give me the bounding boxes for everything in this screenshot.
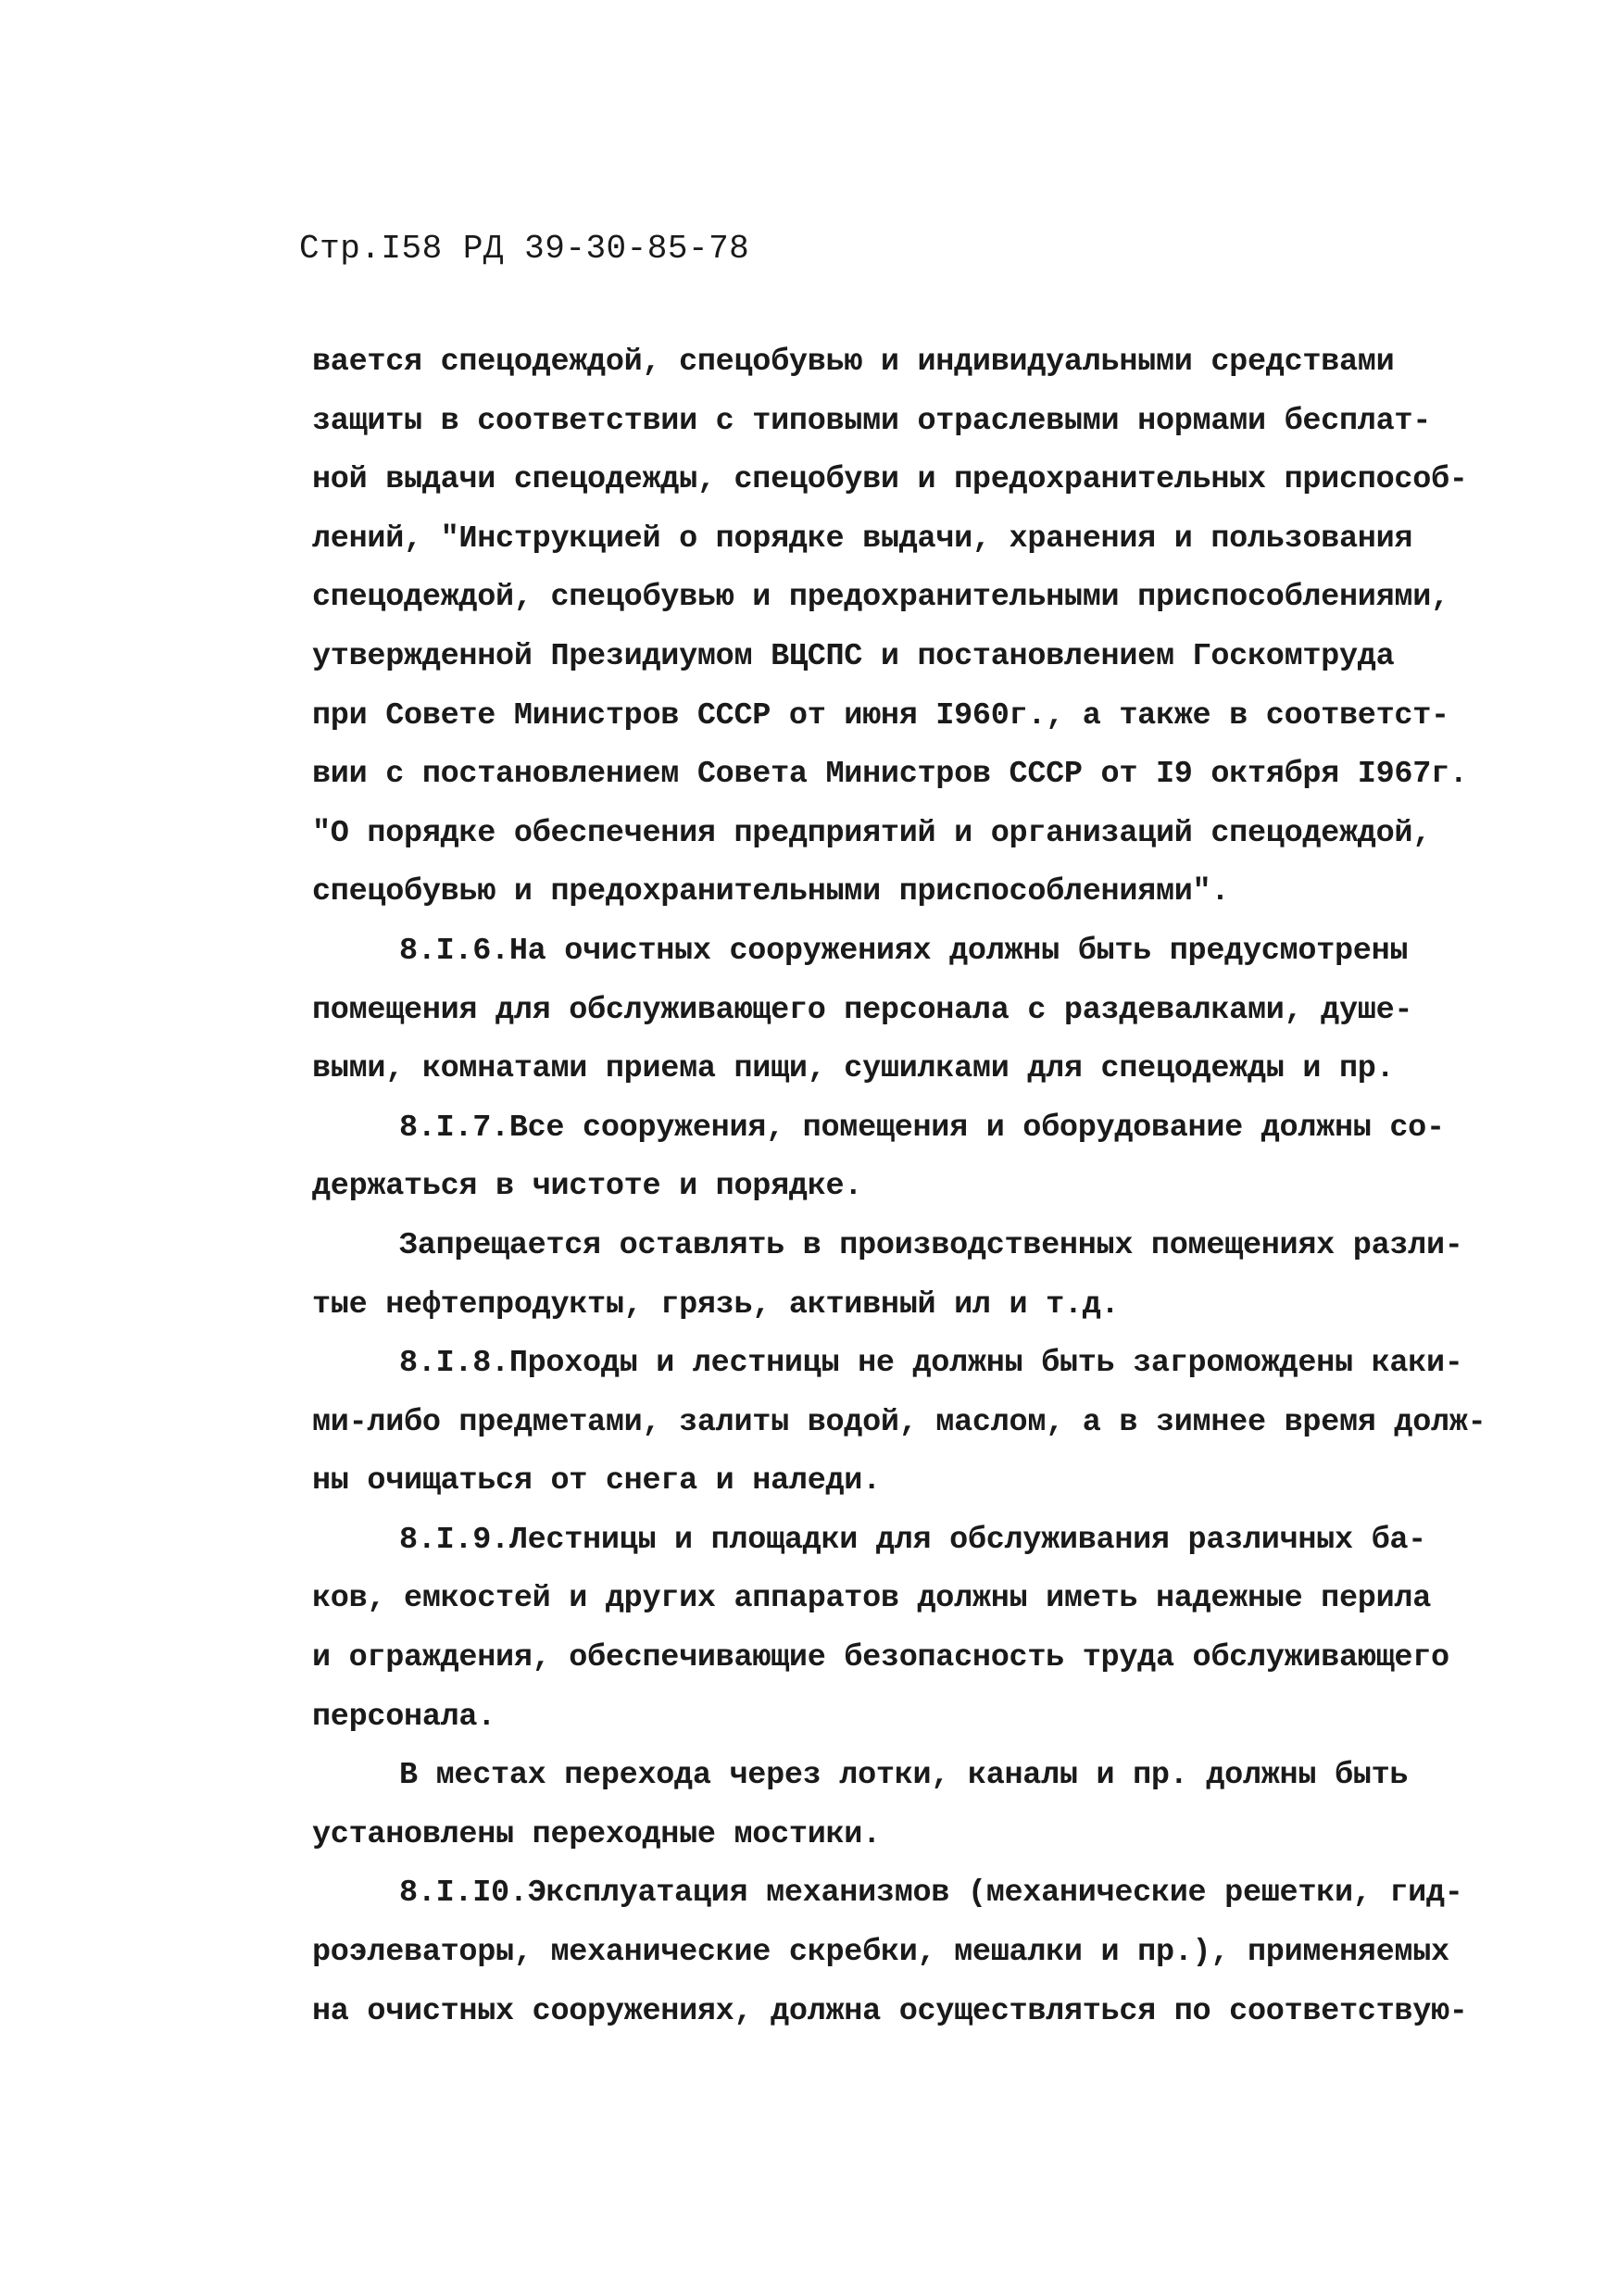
text-line: при Совете Министров СССР от июня I960г., а также в соответст- [312,697,1449,734]
paragraph-8-1-6: 8.I.6.На очистных сооружениях должны быть предусмотрены [399,933,1409,969]
text-line: тые нефтепродукты, грязь, активный ил и т.д. [312,1286,1120,1323]
text-line: лений, "Инструкцией о порядке выдачи, хранения и пользования [312,521,1413,557]
text-line: персонала. [312,1699,496,1735]
text-line: спецобувью и предохранительными приспособлениями". [312,874,1230,910]
paragraph-8-1-10: 8.I.I0.Эксплуатация механизмов (механические решетки, гид- [399,1876,1463,1912]
text-line: ны очищаться от снега и наледи. [312,1463,881,1499]
paragraph-crossings: В местах перехода через лотки, каналы и пр. должны быть [399,1758,1409,1794]
paragraph-8-1-9: 8.I.9.Лестницы и площадки для обслуживания различных ба- [399,1522,1426,1558]
text-line: ной выдачи спецодежды, спецобуви и предохранительных приспособ- [312,462,1468,498]
text-line: спецодеждой, спецобувью и предохранительными приспособлениями, [312,580,1449,616]
text-line: помещения для обслуживающего персонала с раздевалками, душе- [312,992,1413,1028]
text-line: роэлеваторы, механические скребки, мешалки и пр.), применяемых [312,1935,1449,1971]
text-line: защиты в соответствии с типовыми отраслевыми нормами бесплат- [312,403,1432,439]
text-line: установлены переходные мостики. [312,1816,881,1852]
text-line: "О порядке обеспечения предприятий и организаций спецодеждой, [312,815,1432,851]
text-line: на очистных сооружениях, должна осуществляться по соответствую- [312,1993,1468,2029]
paragraph-8-1-8: 8.I.8.Проходы и лестницы не должны быть загромождены каки- [399,1346,1463,1382]
text-line: и ограждения, обеспечивающие безопасность труда обслуживающего [312,1640,1449,1676]
text-line: вии с постановлением Совета Министров СССР от I9 октября I967г. [312,757,1468,793]
paragraph-8-1-7: 8.I.7.Все сооружения, помещения и оборудование должны со- [399,1110,1445,1146]
page-header: Стр.I58 РД 39-30-85-78 [299,230,750,268]
document-body [312,333,1486,2041]
text-line: ми-либо предметами, залиты водой, маслом, а в зимнее время долж- [312,1404,1486,1440]
text-line: держаться в чистоте и порядке. [312,1169,863,1205]
text-line: вается спецодеждой, спецобувью и индивидуальными средствами [312,345,1395,380]
text-line: утвержденной Президиумом ВЦСПС и постановлением Госкомтруда [312,638,1395,674]
text-line: выми, комнатами приема пищи, сушилками для спецодежды и пр. [312,1051,1395,1087]
text-line: ков, емкостей и других аппаратов должны иметь надежные перила [312,1581,1432,1617]
paragraph-prohibition: Запрещается оставлять в производственных помещениях разли- [399,1227,1463,1263]
